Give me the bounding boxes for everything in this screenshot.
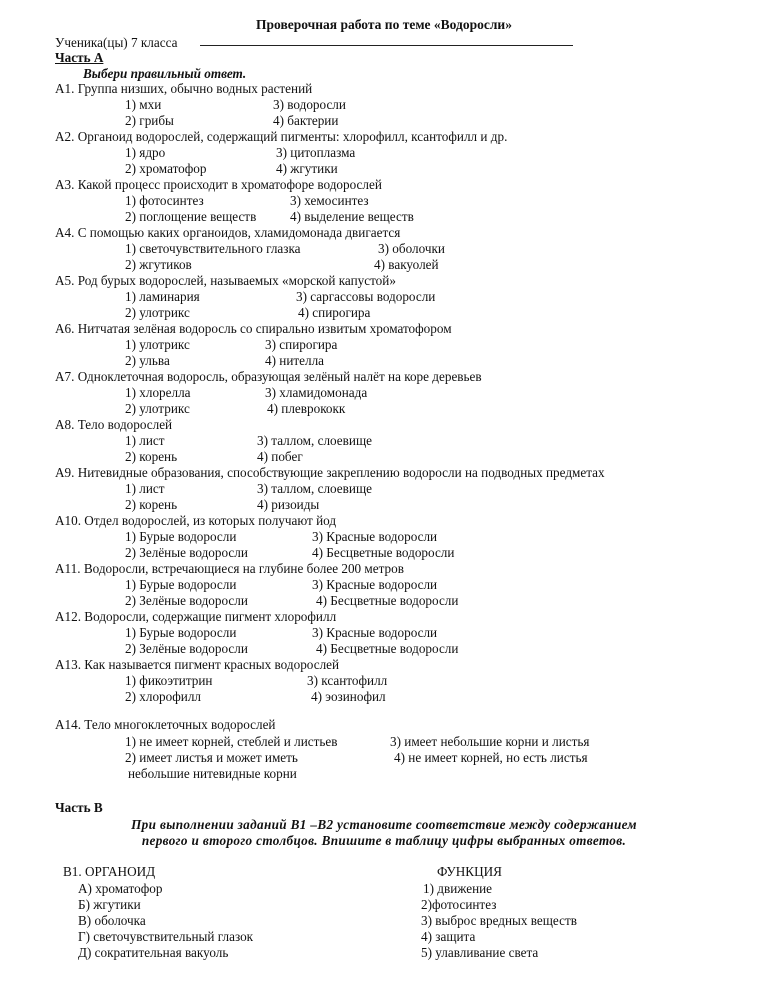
option-a8-3: 3) таллом, слоевище: [257, 433, 372, 448]
option-a5-2: 2) улотрикс: [125, 305, 190, 320]
option-a2-2: 2) хроматофор: [125, 161, 207, 176]
option-a11-1: 1) Бурые водоросли: [125, 577, 237, 592]
option-a12-1: 1) Бурые водоросли: [125, 625, 237, 640]
option-a14-4: 4) не имеет корней, но есть листья: [394, 750, 588, 765]
option-a14-1: 1) не имеет корней, стеблей и листьев: [125, 734, 338, 749]
option-a13-4: 4) эозинофил: [311, 689, 386, 704]
question-a5: А5. Род бурых водорослей, называемых «морской капустой»: [55, 273, 396, 288]
question-a13: А13. Как называется пигмент красных водорослей: [55, 657, 340, 672]
option-a10-1: 1) Бурые водоросли: [125, 529, 237, 544]
option-a9-2: 2) корень: [125, 497, 178, 512]
question-a8: А8. Тело водорослей: [55, 417, 173, 432]
option-a7-4: 4) плеврококк: [267, 401, 346, 416]
option-a11-3: 3) Красные водоросли: [312, 577, 438, 592]
option-a7-2: 2) улотрикс: [125, 401, 190, 416]
option-a1-3: 3) водоросли: [273, 97, 346, 112]
option-a6-3: 3) спирогира: [265, 337, 338, 352]
option-a2-3: 3) цитоплазма: [276, 145, 356, 160]
question-a9: А9. Нитевидные образования, способствующие закреплению водоросли на подводных предметах: [55, 465, 605, 480]
b1-left-item: А) хроматофор: [78, 881, 163, 896]
option-a2-1: 1) ядро: [125, 145, 166, 160]
option-a1-1: 1) мхи: [125, 97, 162, 112]
option-a8-4: 4) побег: [257, 449, 303, 464]
option-a11-2: 2) Зелёные водоросли: [125, 593, 248, 608]
option-a12-4: 4) Бесцветные водоросли: [316, 641, 459, 656]
option-a6-1: 1) улотрикс: [125, 337, 190, 352]
question-a12: А12. Водоросли, содержащие пигмент хлорофилл: [55, 609, 337, 624]
question-a3: А3. Какой процесс происходит в хроматофоре водорослей: [55, 177, 382, 192]
option-a5-1: 1) ламинария: [125, 289, 200, 304]
b1-left-item: Д) сократительная вакуоль: [78, 945, 229, 960]
page-title: Проверочная работа по теме «Водоросли»: [256, 17, 512, 32]
part-a-instruction: Выбери правильный ответ.: [83, 66, 247, 81]
option-a4-2: 2) жгутиков: [125, 257, 192, 272]
option-a3-1: 1) фотосинтез: [125, 193, 204, 208]
question-a4: А4. С помощью каких органоидов, хламидомонада двигается: [55, 225, 401, 240]
option-a1-4: 4) бактерии: [273, 113, 339, 128]
option-a11-4: 4) Бесцветные водоросли: [316, 593, 459, 608]
question-a11: А11. Водоросли, встречающиеся на глубине более 200 метров: [55, 561, 404, 576]
option-a8-1: 1) лист: [125, 433, 165, 448]
question-a14: А14. Тело многоклеточных водорослей: [55, 717, 276, 732]
option-a9-4: 4) ризоиды: [257, 497, 320, 512]
b1-left-item: Б) жгутики: [78, 897, 141, 912]
question-a10: А10. Отдел водорослей, из которых получают йод: [55, 513, 337, 528]
option-a9-1: 1) лист: [125, 481, 165, 496]
option-a7-3: 3) хламидомонада: [265, 385, 368, 400]
b1-right-item: 5) улавливание света: [421, 945, 539, 960]
part-b-instruction-1: При выполнении заданий В1 –В2 установите соответствие между содержанием: [131, 817, 637, 832]
option-a14-2-cont: небольшие нитевидные корни: [128, 766, 297, 781]
option-a12-2: 2) Зелёные водоросли: [125, 641, 248, 656]
option-a3-3: 3) хемосинтез: [290, 193, 369, 208]
option-a12-3: 3) Красные водоросли: [312, 625, 438, 640]
option-a3-2: 2) поглощение веществ: [125, 209, 257, 224]
question-a7: А7. Одноклеточная водоросль, образующая зелёный налёт на коре деревьев: [55, 369, 482, 384]
option-a10-3: 3) Красные водоросли: [312, 529, 438, 544]
option-a7-1: 1) хлорелла: [125, 385, 191, 400]
option-a13-3: 3) ксантофилл: [307, 673, 388, 688]
question-a2: А2. Органоид водорослей, содержащий пигменты: хлорофилл, ксантофилл и др.: [55, 129, 508, 144]
option-a5-3: 3) саргассовы водоросли: [296, 289, 436, 304]
option-a9-3: 3) таллом, слоевище: [257, 481, 372, 496]
b1-right-item: 1) движение: [423, 881, 493, 896]
option-a8-2: 2) корень: [125, 449, 178, 464]
option-a6-2: 2) ульва: [125, 353, 170, 368]
b1-right-item: 3) выброс вредных веществ: [421, 913, 577, 928]
part-b-heading: Часть В: [55, 800, 103, 815]
question-a1: А1. Группа низших, обычно водных растений: [55, 81, 313, 96]
option-a10-2: 2) Зелёные водоросли: [125, 545, 248, 560]
option-a1-2: 2) грибы: [125, 113, 174, 128]
option-a4-4: 4) вакуолей: [374, 257, 439, 272]
student-label: Ученика(цы) 7 класса: [55, 35, 178, 50]
option-a4-1: 1) светочувствительного глазка: [125, 241, 301, 256]
b1-function-header: ФУНКЦИЯ: [437, 864, 502, 879]
option-a6-4: 4) нителла: [265, 353, 325, 368]
option-a4-3: 3) оболочки: [378, 241, 445, 256]
option-a2-4: 4) жгутики: [276, 161, 338, 176]
option-a13-1: 1) фикоэтитрин: [125, 673, 213, 688]
question-a6: А6. Нитчатая зелёная водоросль со спирально извитым хроматофором: [55, 321, 452, 336]
b1-right-item: 2)фотосинтез: [421, 897, 497, 912]
option-a3-4: 4) выделение веществ: [290, 209, 414, 224]
part-b-instruction-2: первого и второго столбцов. Впишите в таблицу цифры выбранных ответов.: [141, 833, 627, 848]
option-a13-2: 2) хлорофилл: [125, 689, 202, 704]
option-a14-3: 3) имеет небольшие корни и листья: [390, 734, 590, 749]
option-a14-2: 2) имеет листья и может иметь: [125, 750, 298, 765]
b1-left-item: Г) светочувствительный глазок: [78, 929, 254, 944]
option-a10-4: 4) Бесцветные водоросли: [312, 545, 455, 560]
option-a5-4: 4) спирогира: [298, 305, 371, 320]
b1-right-item: 4) защита: [421, 929, 476, 944]
b1-organoid-header: В1. ОРГАНОИД: [63, 864, 156, 879]
student-name-line: [200, 45, 573, 46]
part-a-heading: Часть А: [55, 50, 104, 65]
b1-left-item: В) оболочка: [78, 913, 146, 928]
